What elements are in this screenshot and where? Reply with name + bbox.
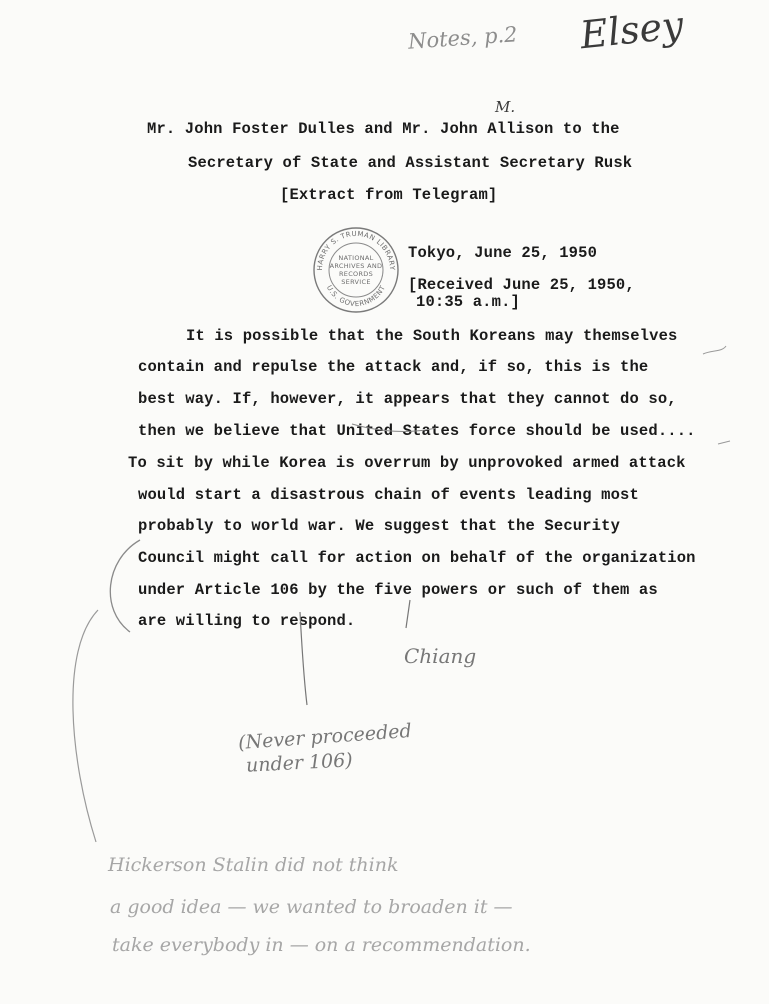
body-line-4: then we believe that United States force should be used.... (138, 422, 696, 440)
body-line-5: To sit by while Korea is overrum by unprovoked armed attack (128, 454, 686, 472)
top-signature: Elsey (577, 2, 686, 58)
long-margin-line (73, 610, 98, 842)
body-line-2: contain and repulse the attack and, if so, this is the (138, 358, 649, 376)
margin-bracket-mark (110, 540, 140, 632)
article-note-line-1: (Never proceeded (237, 719, 413, 755)
body-line-8: Council might call for action on behalf of the organization (138, 549, 696, 567)
margin-tick-2 (718, 441, 730, 444)
dateline-received-2: 10:35 a.m.] (416, 293, 520, 311)
stamp-ring-top-text: HARRY S. TRUMAN LIBRARY (315, 229, 397, 271)
dateline-received-1: [Received June 25, 1950, (408, 276, 635, 294)
title-line-2: Secretary of State and Assistant Secretary Rusk (188, 154, 633, 172)
united-states-underline (352, 424, 436, 431)
bottom-note-line-2: a good idea — we wanted to broaden it — (110, 896, 513, 918)
margin-handwriting-chiang: Chiang (404, 644, 477, 668)
stamp-center-line-1: NATIONAL (338, 254, 374, 262)
body-line-3: best way. If, however, it appears that they cannot do so, (138, 390, 677, 408)
top-handwritten-note: Notes, p.2 (407, 22, 519, 54)
body-line-6: would start a disastrous chain of events leading most (138, 486, 639, 504)
stamp-center-line-3: RECORDS (338, 270, 374, 278)
dateline-place-date: Tokyo, June 25, 1950 (408, 244, 598, 262)
body-line-9: under Article 106 by the five powers or such of them as (138, 581, 658, 599)
body-line-10: are willing to respond. (138, 612, 356, 630)
allison-initial-annotation: M. (495, 98, 516, 116)
body-line-1: It is possible that the South Koreans may themselves (186, 327, 678, 345)
stamp-center-line-2: ARCHIVES AND (329, 262, 383, 270)
bottom-note-line-1: Hickerson Stalin did not think (108, 854, 399, 876)
body-line-7: probably to world war. We suggest that the Security (138, 517, 621, 535)
margin-tick-1 (703, 346, 726, 354)
vertical-pencil-stroke (300, 612, 307, 705)
bottom-note-line-3: take everybody in — on a recommendation. (112, 934, 531, 956)
title-line-1: Mr. John Foster Dulles and Mr. John Allison to the (147, 120, 620, 138)
article-note-line-2: under 106) (245, 749, 354, 777)
stamp-ring-bottom-text: U.S. GOVERNMENT (324, 284, 388, 309)
respond-tick-mark (406, 600, 410, 628)
stamp-center-line-4: SERVICE (341, 278, 371, 286)
title-line-3: [Extract from Telegram] (280, 186, 498, 204)
